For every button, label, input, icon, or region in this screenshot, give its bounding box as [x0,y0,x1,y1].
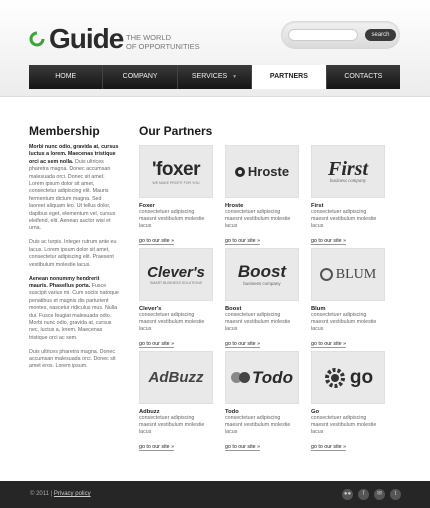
partner-desc: consectetuer adipiscing maesnt vestibulum molestie lacus [225,209,291,229]
chevron-down-icon: ▼ [232,74,238,80]
partner-name: Blum [311,306,326,312]
nav-contacts-label: CONTACTS [344,73,383,80]
partner-card-clevers [139,248,213,350]
nav-company[interactable] [103,65,177,89]
partner-link[interactable]: go to our site » [311,444,347,451]
partner-name: Hroste [225,203,244,209]
search-input[interactable] [288,29,358,41]
partner-card-hroste [225,145,299,247]
twitter-icon[interactable]: t [390,489,401,500]
partner-logo-adbuzz[interactable] [139,351,213,404]
sidebar-lead: Morbi nunc odio, gravida at, cursus luctus a lorem. Maecenas tristique orci ac sem nolla. [29,144,119,165]
sidebar-text: Duis ultrices pharetra magna. Donec accumsan malesuada orci. Donec sit amet. Lorem ipsum dolor sit amet, consectetur adipiscing elit. Mauris fermentum dictum magna. Sed laoreet aliquam leo. Ut tellus dolor, dapibus eget, elementum vel, cursus eleifend, elit. Aenean auctor wisi et urna. [29,158,116,232]
logo-lockup [235,164,289,179]
partner-card-todo [225,351,299,453]
logo-text: AdBuzz [148,369,204,386]
logo-subtext: business company [243,281,281,286]
partner-desc: consectetuer adipiscing maesnt vestibulum molestie lacus [225,312,291,332]
main-content [0,97,430,481]
hroste-mark-icon [235,167,245,177]
partner-logo-hroste[interactable] [225,145,299,198]
partners-title: Our Partners [139,124,213,138]
logo-text: Todo [252,367,293,387]
logo-text: go [349,366,374,388]
partner-link[interactable]: go to our site » [225,444,261,451]
nav-partners-label: PARTNERS [269,73,308,80]
tagline [126,33,206,51]
logo-text: 'foxer [152,158,200,180]
partner-logo-first[interactable] [311,145,385,198]
logo-text: First [327,158,369,180]
partner-desc: consectetuer adipiscing maesnt vestibulum molestie lacus [139,415,205,435]
tagline-line1: THE WORLD [126,33,171,42]
search-box [281,21,400,49]
partner-desc: consectetuer adipiscing maesnt vestibulum molestie lacus [139,312,205,332]
todo-dot-icon [239,372,250,383]
sidebar-text: Fusce suscipit varius mi. Cum sociis natoque penatibus et magnis dis parturient montes, nascetur ridiculus mus. Nulla dui. Fusce feugiat malesuada odio. Morbi nunc odio, gravida at, cursus nec, luctus a, lorem. Maecenas tristique orci ac sem. [29,282,119,341]
privacy-policy-link[interactable]: Privacy policy [53,491,91,497]
partner-desc: consectetuer adipiscing maesnt vestibulum molestie lacus [139,209,205,229]
copyright [30,491,91,497]
gear-icon [323,366,347,390]
partner-card-blum [311,248,385,350]
logo-text[interactable]: Guide [49,23,124,54]
partner-card-go [311,351,385,453]
partner-logo-go[interactable] [311,351,385,404]
flickr-icon[interactable]: ●● [342,489,353,500]
partner-logo-foxer[interactable] [139,145,213,198]
partner-card-foxer [139,145,213,247]
logo-lockup [231,368,293,388]
logo-icon [29,31,45,47]
partner-name: Adbuzz [139,409,160,415]
partner-name: First [311,203,324,209]
chat-icon[interactable]: ✉ [374,489,385,500]
partner-desc: consectetuer adipiscing maesnt vestibulum molestie lacus [311,415,377,435]
nav-home[interactable] [29,65,103,89]
logo-text: BLUM [335,266,377,282]
partner-name: Todo [225,409,239,415]
partner-link[interactable]: go to our site » [311,341,347,348]
partner-name: Go [311,409,320,415]
partner-name: Boost [225,306,242,312]
sidebar-lead: Aenean nonummy hendrerit mauris. Phasellus porta. [29,275,100,289]
nav-services-label: SERVICES [191,73,228,80]
nav-home-label: HOME [55,73,77,80]
blum-mark-icon [320,268,333,281]
logo-subtext: business company [329,179,367,184]
nav-services[interactable] [178,65,252,89]
partner-name: Clever's [139,306,162,312]
logo-lockup [323,366,373,390]
tagline-line2: OF OPPORTUNITIES [126,42,200,51]
nav-contacts[interactable] [327,65,400,89]
sidebar-paragraph [29,144,119,233]
site-header [0,0,430,97]
logo-text: Hroste [247,164,290,179]
main-nav [29,65,400,89]
sidebar [29,124,119,377]
facebook-icon[interactable]: f [358,489,369,500]
logo-lockup [320,267,376,283]
logo-text: Boost [237,262,287,281]
partner-link[interactable]: go to our site » [225,341,261,348]
logo-text: Clever's [147,263,205,281]
sidebar-paragraph: Duis ultrices pharetra magna. Donec accumsan malesuada orci. Donec sit amet eros. Lorem ipsum. [29,348,116,370]
partner-link[interactable]: go to our site » [139,444,175,451]
partner-desc: consectetuer adipiscing maesnt vestibulum molestie lacus [225,415,291,435]
search-button[interactable]: search [365,29,396,41]
logo-subtext: SMART BUSINESS SOLUTIONS [150,280,202,285]
partner-link[interactable]: go to our site » [311,238,347,245]
partner-logo-todo[interactable] [225,351,299,404]
partner-name: Foxer [139,203,155,209]
logo-subtext: WE MAKE PROFIT FOR YOU [152,180,200,185]
partner-desc: consectetuer adipiscing maesnt vestibulum molestie lacus [311,209,377,229]
sidebar-paragraph [29,276,119,343]
sidebar-title: Membership [29,124,100,138]
partner-link[interactable]: go to our site » [225,238,261,245]
partner-card-adbuzz [139,351,213,453]
partner-link[interactable]: go to our site » [139,238,175,245]
partner-logo-blum[interactable] [311,248,385,301]
partner-card-boost [225,248,299,350]
partner-desc: consectetuer adipiscing maesnt vestibulum molestie lacus [311,312,377,332]
partner-logo-clevers[interactable] [139,248,213,301]
nav-company-label: COMPANY [122,73,158,80]
sidebar-paragraph: Duis ac turpis. Integer rutrum ante eu lacus. Lorem ipsum dolor sit amet, consectetur adipiscing elit. Praesent vestibulum molestie lacus. [29,239,117,268]
site-footer [0,481,430,508]
partner-logo-boost[interactable] [225,248,299,301]
partner-card-first [311,145,385,247]
partner-link[interactable]: go to our site » [139,341,175,348]
nav-partners[interactable] [252,65,326,89]
copyright-text: © 2011 | [30,491,53,497]
